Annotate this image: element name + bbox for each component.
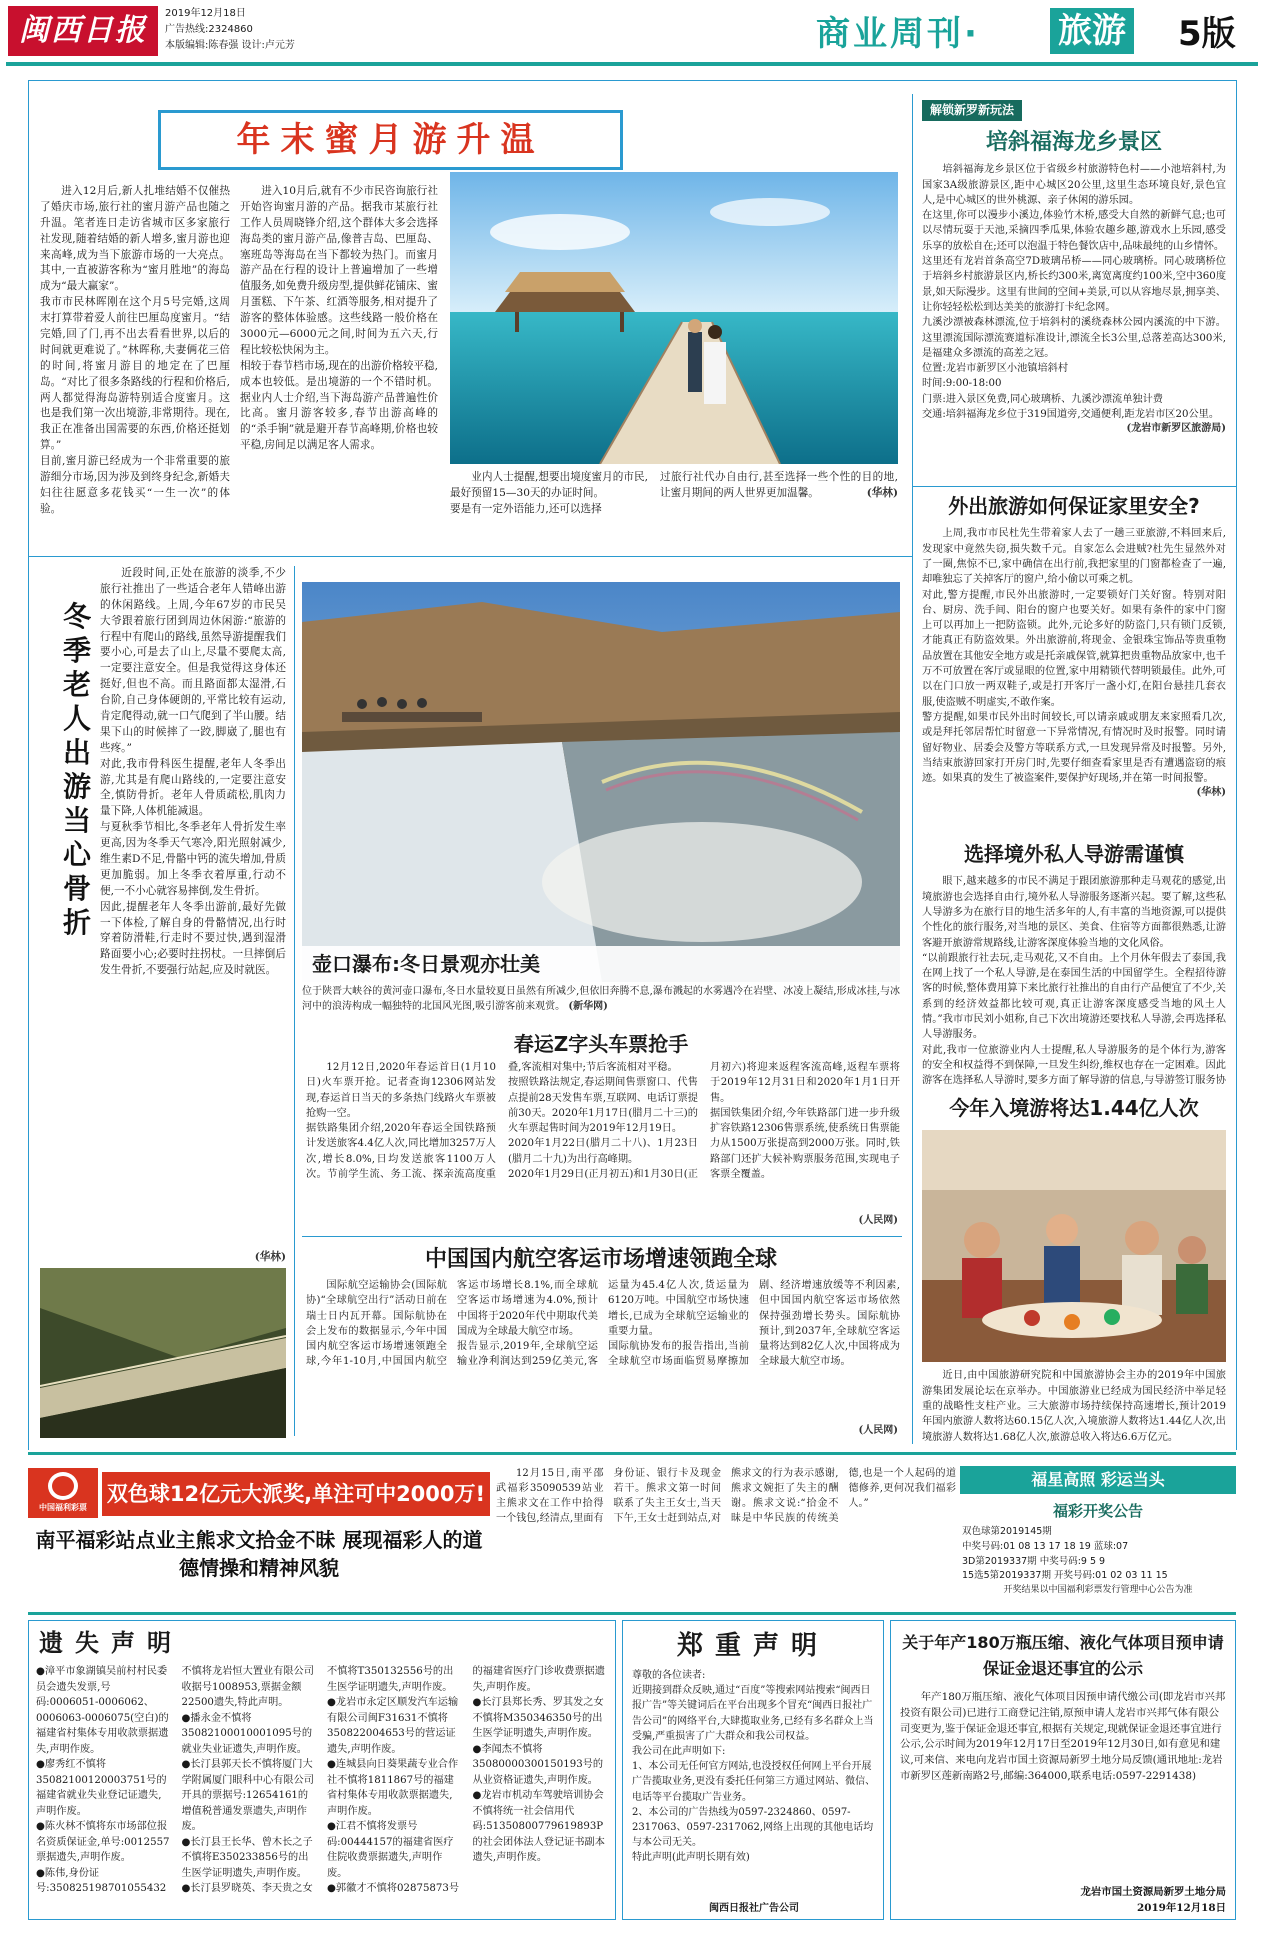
lottery-top-rule [28, 1452, 1236, 1455]
waterfall-scene [302, 582, 900, 982]
guide-article [922, 838, 1226, 1088]
solemn-notice-body: 尊敬的各位读者: 近期接到群众反映,通过“百度”等搜索网站搜索“闽西日报广告”等关键词后在平台出现多个冒充“闽西日报社广告公司”的网络平台,大肆揽取业务,已经有多名群众上当受骗,严重损害了广大群众和我公司权益。 我公司在此声明如下: 1、本公司无任何官方网站,也没授权任何网上平台开展广告揽取业务,更没有委托任何第三方通过网站、微信、电话等平台揽取广告业务。 2、本公司的广告热线为0597-2324860、0597-2317063、0597-2317062,网络上出现的其他电话均与本公司无关。 特此声明(此声明长期有效) [632, 1670, 876, 1864]
lottery-draw: 福彩开奖公告 双色球第2019145期 中奖号码:01 08 13 17 18 19 蓝球:07 3D第2019337期 中奖号码:9 5 9 15选5第2019337期 开奖号码:01 02 03 11 15 开奖结果以中国福利彩票发行管理中心公告为准 [962, 1502, 1193, 1596]
elderly-body: 近段时间,正处在旅游的淡季,不少旅行社推出了一些适合老年人错峰出游的休闲路线。上周,今年67岁的市民吴大爷跟着旅行团到周边休闲游:“旅游的行程中有爬山的路线,虽然导游提醒我们要小心,可是去了山上,尽量不要爬太高,一定要注意安全。但是我觉得这身体还挺好,但也不高。而且路面都太湿滑,石台阶,自己身体硬朗的,平常比较有运动,肯定爬得动,就一口气爬到了半山腰。结果下山的时候摔了一跤,脚崴了,腿也有些疼。” 对此,我市骨科医生提醒,老年人冬季出游,尤其是有爬山路线的,一定要注意安全,慎防骨折。老年人骨质疏松,肌肉力量下降,人体机能减退。 与夏秋季节相比,冬季老年人骨折发生率更高,因为冬季天气寒冷,阳光照射减少,维生素D不足,骨骼中钙的流失增加,骨质更加脆弱。加上冬季衣着厚重,行动不便,一不小心就容易摔倒,发生骨折。 因此,提醒老年人冬季出游前,最好先做一下体检,了解自身的骨骼情况,出行时穿着防滑鞋,行走时不要过快,遇到湿滑路面要小心;必要时拄拐杖。一旦摔倒后发生骨折,不要强行站起,应及时就医。 [100, 567, 286, 977]
safety-body: 上周,我市市民杜先生带着家人去了一趟三亚旅游,不料回来后,发现家中竟然失窃,损失数千元。自家怎么会进贼?杜先生显然外对了一圈,焦惊不已,家中确信在出行前,我把家里的门窗都检查了一遍,却唯独忘了关掉客厅的窗户,给小偷以可乘之机。 对此,警方提醒,市民外出旅游时,一定要锁好门关好窗。特别对阳台、厨房、洗手间、阳台的窗户也要关好。如果有条件的家中门窗上可以再加上一把防盗锁。此外,元论多好的防盗门,只有锁门反锁,才能真正有防盗效果。外出旅游前,将现金、金银珠宝饰品等贵重物品放置在其他安全地方或是托亲戚保管,就算把贵重物品放家中,也千万不可放置在客厅或显眼的位置,家中用精锁代替明锁最佳。此外,可以在门口放一两双鞋子,或是打开客厅一盏小灯,在阳台悬挂几套衣服,使盗贼不明虚实,不敢作案。 警方提醒,如果市民外出时间较长,可以请亲戚或朋友来家照看几次,或是拜托邻居帮忙时留意一下异常情况,有情况时及时报警。同时请留好物业、居委会及警方等联系方式,一旦发现异常及时报警。另外,当结束旅游回家打开房门时,先要仔细查看家里是否有遭遇盗窃的痕迹。如果真的发生了被盗案件,要保护好现场,并在第一时间报警。 [922, 528, 1226, 785]
honeymoon-photo [450, 172, 898, 464]
safety-title: 外出旅游如何保证家里安全? [948, 494, 1200, 518]
section-tag: 解锁新罗新玩法 [922, 100, 1022, 121]
aviation-source: (人民网) [858, 1425, 898, 1436]
column-divider [912, 94, 913, 1444]
welfare-lottery-logo: 中国福利彩票 [28, 1468, 98, 1518]
feature-bottom-rule [28, 556, 912, 557]
cliff-path-scene [40, 1268, 286, 1438]
frame-top-rule [28, 80, 1236, 81]
hukou-photo [302, 582, 900, 982]
solemn-sign: 闽西日报社广告公司 [709, 1903, 799, 1914]
lottery-body-tail [28, 1588, 490, 1608]
subsection-title: 旅游 [1050, 8, 1134, 54]
feature-col-1: 进入12月后,新人扎堆结婚不仅催热了婚庆市场,旅行社的蜜月游产品也随之升温。笔者连日走访省城市区多家旅行社发现,随着结婚的新人增多,蜜月游也迎来高峰,成为当下旅游市场的一大亮点。其中,一直被游客称为“蜜月胜地”的海岛成为“最大赢家”。 我市市民林晖刚在这个月5号完婚,这周末打算带着爱人前往巴厘岛度蜜月。“结完婚,回了门,再不出去看看世界,以后的时间就更难说了。”林晖称,夫妻俩花三倍的时间,将蜜月游目的地定在了巴厘岛。“对比了很多条路线的行程和价格后,两人都觉得海岛游特别适合度蜜月。这也是我们第一次出境游,非常期待。现在,我正在准备出国需要的东西,价格还挺划算。” 目前,蜜月游已经成为一个非常重要的旅游细分市场,因为涉及到终身纪念,新婚夫妇往往愿意多花钱买“一生一次”的体验。 [40, 185, 230, 515]
approval-title: 关于年产180万瓶压缩、液化气体项目预申请保证金退还事宜的公示 [902, 1633, 1224, 1678]
feature-col-2: 进入10月后,就有不少市民咨询旅行社开始咨询蜜月游的产品。据我市某旅行社工作人员周晓锋介绍,这个群体大多会选择海岛类的蜜月游产品,像普吉岛、巴厘岛、塞班岛等海岛在当下都较为热门。而蜜月游产品在行程的设计上普遍增加了一些增值服务,如免费升级房型,提供鲜花铺床、蜜月蛋糕、下午茶、红酒等服务,相对提升了游客的整体体验感。这些线路一般价格在3000元—6000元之间,时间为五六天,行程比较松快闲为主。 相较于春节档市场,现在的出游价格较平稳,成本也较低。是出境游的一个不错时机。据业内人士介绍,当下海岛游产品普遍性价比高。蜜月游客较多,春节出游高峰的的“杀手锏”就是避开春节高峰期,价格也较平稳,房间足以满足客人需求。 [240, 185, 438, 452]
editors-line: 本版编辑:陈春强 设计:卢元芳 [165, 40, 295, 51]
elderly-divider [294, 566, 295, 1436]
lottery-bar-title: 福星高照 彩运当头 [960, 1466, 1236, 1494]
feature-col-3: 业内人士提醒,想要出境度蜜月的市民,最好预留15—30天的办证时间。 要是有一定外语能力,还可以选择 [450, 471, 648, 515]
solemn-notice-title: 郑重声明 [676, 1631, 829, 1661]
masthead-info [165, 6, 295, 54]
newspaper-logo[interactable]: 闽西日报 [8, 6, 158, 56]
spring-body: 12月12日,2020年春运首日(1月10日)火车票开抢。记者查询12306网站发现,春运首日当天的多条热门线路火车票被抢购一空。 据铁路集团介绍,2020年春运全国铁路预计发送旅客4.4亿人次,同比增加3257万人次,增长8.0%,日均发送旅客1100万人次。节前学生流、务工流、探亲流高度重叠,客流相对集中;节后客流相对平稳。 按照铁路法规定,春运期间售票窗口、代售点提前28天发售车票,互联网、电话订票提前30天。2020年1月17日(腊月二十三)的火车票起售时间为2019年12月19日。 2020年1月22日(腊月二十八)、1月23日(腊月二十九)为出行高峰期。 2020年1月29日(正月初五)和1月30日(正月初六)将迎来返程客流高峰,返程车票将于2019年12月31日和2020年1月1日开售。 据国铁集团介绍,今年铁路部门进一步升级扩容铁路12306售票系统,使系统日售票能力从1500万张提高到2000万张。同时,铁路部门还扩大候补购票服务范围,实现电子客票全覆盖。 [306, 1062, 900, 1181]
frame-left-rule [28, 80, 29, 1450]
peixie-article [922, 100, 1226, 480]
page-number: 5版 [1178, 14, 1236, 54]
inbound-body: 近日,由中国旅游研究院和中国旅游协会主办的2019年中国旅游集团发展论坛在京举办。中国旅游业已经成为国民经济中举足轻重的战略性支柱产业。三大旅游市场持续保持高速增长,预计2019年国内旅游人数将达60.15亿人次,入境旅游人数将达1.44亿人次,出境旅游人数将达1.68亿人次,旅游总收入将达6.6万亿元。 [922, 1370, 1226, 1442]
lottery-mark-icon [48, 1472, 78, 1500]
tourists-scene [922, 1130, 1226, 1362]
masthead-rule [6, 62, 1258, 66]
issue-date: 2019年12月18日 [165, 8, 246, 19]
hukou-caption [302, 946, 900, 982]
inbound-title: 今年入境游将达1.44亿人次 [949, 1096, 1199, 1120]
spring-bottom-rule [302, 1236, 902, 1237]
lost-notice-body: ●漳平市象湖镇吴前村村民委员会遗失发票,号码:0006051-0006062、0006063-0006075(空白)的福建省村集体专用收款票据遗失,声明作废。 ●廖秀红不慎将35082100120003751号的福建省就业失业登记证遗失,声明作废。 ●陈火林不慎将东市场部位报名资质保证金,单号:0012557票据遗失,声明作废。 ●陈伟,身份证号:350825198701055432不慎将龙岩恒大置业有限公司收据号1008953,票据金额22500遗失,特此声明。 ●播永金不慎将35082100010001095号的就业失业证遗失,声明作废。 ●长汀县郭天长不慎将厦门大学附属厦门眼科中心有限公司开具的票据号:12654161的增值税普通发票遗失,声明作废。 ●长汀县王长华、曾木长之子不慎将E350233856号的出生医学证明遗失,声明作废。 ●长汀县罗晓英、李天贵之女不慎将T350132556号的出生医学证明遗失,声明作废。 ●龙岩市永定区顺发汽车运输有限公司闽F31631不慎将350822004653号的营运证遗失,声明作废。 ●连城县向日葵果蔬专业合作社不慎将1811867号的福建省村集体专用收款票据遗失,声明作废。 ●江君不慎将发票号码:00444157的福建省医疗住院收费票据遗失,声明作废。 ●郭徽才不慎将02875873号的福建省医疗门诊收费票据遗失,声明作废。 ●长汀县郑长秀、罗其发之女不慎将M350346350号的出生医学证明遗失,声明作废。 ●李闻杰不慎将35080000300150193号的从业资格证遗失,声明作废。 ●龙岩市机动车驾驶培训协会不慎将统一社会信用代码:51350800779619893P的社会团体法人登记证书副本遗失,声明作废。 [36, 1666, 605, 1894]
elderly-source-wrap [40, 1250, 286, 1264]
ad-hotline: 广告热线:2324860 [165, 24, 253, 35]
lottery-body: 12月15日,南平邵武福彩35090539站业主熊求文在工作中拾得一个钱包,经清点,里面有身份证、银行卡及现金若干。熊求文第一时间联系了失主王女士,当天下午,王女士赶到站点,对熊求文的行为表示感谢,熊求文婉拒了失主的酬谢。熊求文说:“拾金不昧是中华民族的传统美德,也是一个人起码的道德修养,更何况我们福彩人。” [496, 1468, 956, 1524]
lottery-subhead: 南平福彩站点业主熊求文拾金不昧 展现福彩人的道德情操和精神风貌 [35, 1528, 483, 1580]
guide-title: 选择境外私人导游需谨慎 [964, 842, 1184, 866]
peixie-source: (龙岩市新罗区旅游局) [1126, 423, 1226, 435]
lottery-header [28, 1468, 490, 1520]
approval-sign: 龙岩市国土资源局新罗土地分局 2019年12月18日 [1080, 1886, 1226, 1914]
aviation-body: 国际航空运输协会(国际航协)“全球航空出行”活动日前在瑞士日内瓦开幕。国际航协在会上发布的数据显示,今年中国国内航空客运市场增速领跑全球,今年1-10月,中国国内航空客运市场增长8.1%,而全球航空客运市场增速为4.0%,预计中国将于2020年代中期取代美国成为全球最大航空市场。 报告显示,2019年,全球航空运输业净利润达到259亿美元,客运量为45.4亿人次,货运量为6120万吨。中国航空市场快速增长,已成为全球航空运输业的重要力量。 国际航协发布的报告指出,当前全球航空市场面临贸易摩擦加剧、经济增速放缓等不利因素,但中国国内航空客运市场依然保持强劲增长势头。国际航协预计,到2037年,全球航空客运量将达到82亿人次,中国将成为全球最大航空市场。 [306, 1280, 900, 1368]
feature-title: 年末蜜月游升温 [158, 110, 623, 170]
spring-source: (人民网) [858, 1215, 898, 1226]
frame-right-rule [1236, 80, 1237, 1450]
peixie-title: 培斜福海龙乡景区 [985, 130, 1162, 156]
hukou-caption-body: 位于陕晋大峡谷的黄河壶口瀑布,冬日水量较夏日虽然有所减少,但依旧奔腾不息,瀑布溅起的水雾遇冷在岩壁、冰凌上凝结,形成冰挂,与冰河中的浪涛构成一幅独特的北国风光图,吸引游客前来观赏。 (新华网) [302, 986, 900, 1012]
lottery-bottom-rule [28, 1612, 1236, 1615]
aviation-title: 中国国内航空客运市场增速领跑全球 [424, 1247, 777, 1272]
peixie-body: 培斜福海龙乡景区位于省级乡村旅游特色村——小池培斜村,为国家3A级旅游景区,距中心城区20公里,这里生态环境良好,景色宜人,是中心城区的世外桃源、亲子休闲的游乐园。 在这里,你可以漫步小溪边,体验竹木桥,感受大自然的新鲜气息;也可以尽情玩耍于天池,采摘四季瓜果,体验农趣乡趣,游戏水上乐园,感受乐享的放松自在;还可以泡温于特色餐饮店中,品味最纯的山乡情怀。 这里还有龙岩首条高空7D玻璃吊桥——同心玻璃桥。同心玻璃桥位于培斜乡村旅游景区内,桥长约300米,离宽离度约100米,空中360度景,如天际漫步。这里有世间的空间+美景,可以从容地尽景,拥享美、让你轻轻松松到达美美的旅游打卡纪念网。 九溪沙漂被森林漂流,位于培斜村的溪绕森林公园内溪流的中下游。这里漂流国际漂流赛道标准设计,漂流全长3公里,总落差高达300米,是福建众多漂流的高差之冠。 位置:龙岩市新罗区小池镇培斜村 时间:9:00-18:00 门票:进入景区免费,同心玻璃桥、九溪沙漂流单独计费 交通:培斜福海龙乡位于319国道旁,交通便利,距龙岩市区20公里。 [922, 164, 1226, 421]
section-title: 商业周刊· [816, 14, 980, 54]
guide-body: 眼下,越来越多的市民不满足于跟团旅游那种走马观花的感觉,出境旅游也会选择自由行,境外私人导游服务逐渐兴起。要了解,这些私人导游多为在旅行目的地生活多年的人,有丰富的当地资源,可以提供个性化的旅行服务,对当地的景区、美食、住宿等方面都很熟悉,让游客避开旅游常规路线,让游客深度体验当地的文化风俗。 “以前跟旅行社去玩,走马观花,又不自由。上个月休年假去了泰国,我在网上找了一个私人导游,是在泰国生活的中国留学生。全程招待游客的时候,整体费用算下来比旅行社推出的自由行产品便宜了不少,关系到的经济效益都比较可观,真正让游客深度感受当地的风土人情。”我市市民刘小姐称,自己下次出境游还要找私人导游,会再选择私人导游服务。 对此,我市一位旅游业内人士提醒,私人导游服务的是个体行为,游客的安全和权益得不到保障,一旦发生纠纷,维权也存在一定困难。因此游客在选择私人导游时,要多方面了解导游的信息,与导游签订服务协 [922, 876, 1226, 1087]
lost-notice-title: 遗失声明 [39, 1629, 183, 1657]
inbound-photo [922, 1130, 1226, 1362]
cliff-photo [40, 1268, 286, 1438]
lottery-headline: 双色球12亿元大派奖,单注可中2000万! [102, 1472, 490, 1516]
spring-source-wrap [800, 1214, 898, 1230]
honeymoon-scene [450, 172, 898, 464]
aviation-source-wrap [800, 1424, 898, 1440]
safety-article [922, 490, 1226, 835]
safety-source: (华林) [1196, 787, 1226, 799]
right-rule-1 [912, 486, 1236, 487]
elderly-title: 冬季老人出游当心骨折 [62, 600, 91, 939]
feature-col-4: 过旅行社代办自由行,甚至选择一些个性的目的地,让蜜月期间的两人世界更加温馨。 (华林) [660, 471, 898, 499]
masthead [0, 0, 1264, 66]
approval-body: 年产180万瓶压缩、液化气体项目因预申请代缴公司(即龙岩市兴邦投资有限公司)已进行工商登记注销,原预申请人龙岩市兴邦气体有限公司变更为,鉴于保证金退还事宜,根据有关规定,现就保证金退还事宜进行公示,公示时间为2019年12月17日至2019年12月30日,如有意见和建议,可来信、来电向龙岩市国土资源局新罗土地分局反馈(通讯地址:龙岩市新罗区莲新南路2号,邮编:364000,联系电话:0597-2291438) [900, 1691, 1226, 1783]
elderly-source: (华林) [254, 1251, 286, 1263]
hukou-caption-title: 壶口瀑布:冬日景观亦壮美 [312, 951, 540, 976]
spring-title: 春运Z字头车票抢手 [513, 1032, 689, 1056]
inbound-article [922, 1092, 1226, 1442]
